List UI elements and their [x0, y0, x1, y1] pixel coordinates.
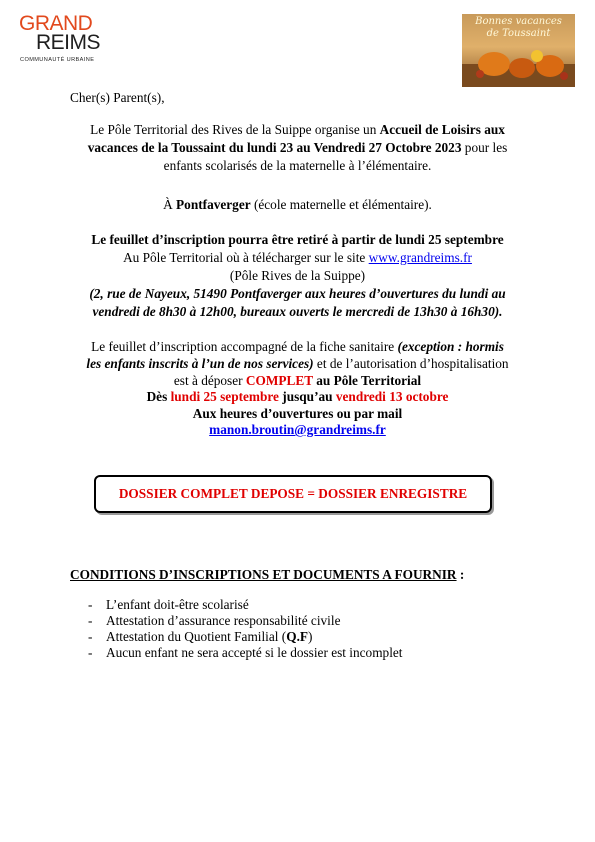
conditions-list — [88, 597, 402, 661]
toussaint-banner-image — [462, 14, 575, 87]
conditions-heading — [70, 567, 464, 583]
deposit-text: Le feuillet d’inscription accompagné de la fiche sanitaire — [91, 339, 398, 354]
qf-abbrev: Q.F — [286, 629, 309, 644]
list-item-text: L’enfant doit-être scolarisé — [106, 597, 249, 612]
banner-line-1: Bonnes vacances — [475, 16, 562, 27]
list-item — [88, 629, 402, 645]
deposit-exception: (exception : hormis — [397, 339, 504, 354]
email-link[interactable]: manon.broutin@grandreims.fr — [209, 422, 386, 437]
location-town: Pontfaverger — [176, 197, 251, 212]
intro-line-2 — [40, 140, 555, 156]
website-link[interactable]: www.grandreims.fr — [368, 250, 472, 265]
list-bullet: - — [88, 597, 93, 612]
intro-line-1 — [40, 122, 555, 138]
location-line — [40, 197, 555, 213]
notice-text: DOSSIER COMPLET DEPOSE = DOSSIER ENREGISTRE — [118, 486, 468, 501]
deposit-start-date: lundi 25 septembre — [170, 389, 279, 404]
intro-text: Le Pôle Territorial des Rives de la Suippe organise un — [90, 122, 380, 137]
retrieve-line-1: Le feuillet d’inscription pourra être retiré à partir de lundi 25 septembre — [91, 232, 504, 247]
retrieve-text: Au Pôle Territorial où à télécharger sur le site — [123, 250, 369, 265]
deposit-line-6 — [40, 422, 555, 438]
notice-box — [94, 475, 492, 513]
list-bullet: - — [88, 613, 93, 628]
deposit-line-5: Aux heures d’ouvertures ou par mail — [192, 406, 403, 421]
deposit-text-2: et de l’autorisation d’hospitalisation — [313, 356, 509, 371]
deposit-line-3 — [40, 373, 555, 389]
list-item — [88, 597, 402, 613]
location-prefix: À — [163, 197, 177, 212]
qf-close: ) — [308, 629, 313, 644]
list-bullet: - — [88, 645, 93, 660]
location-school: (école maternelle et élémentaire). — [250, 197, 432, 212]
deposit-complet: COMPLET — [245, 373, 313, 388]
intro-text-2: pour les — [461, 140, 508, 155]
deposit-text-3: est à déposer — [173, 373, 246, 388]
logo-word-reims: REIMS — [36, 31, 101, 54]
banner-caption — [462, 16, 575, 40]
list-item-text: Aucun enfant ne sera accepté si le dossier est incomplet — [106, 645, 403, 660]
list-item-text: Attestation d’assurance responsabilité civile — [106, 613, 341, 628]
address-days: du lundi au — [438, 286, 506, 301]
deposit-end-date: vendredi 13 octobre — [335, 389, 449, 404]
retrieve-line-4 — [40, 286, 555, 302]
list-item — [88, 613, 402, 629]
list-bullet: - — [88, 629, 93, 644]
logo-tagline: COMMUNAUTÉ URBAINE — [20, 57, 95, 63]
address-hours: Pontfaverger aux heures d’ouvertures — [230, 286, 439, 301]
intro-dates: vacances de la Toussaint du lundi 23 au Vendredi 27 Octobre 2023 — [87, 140, 462, 155]
retrieve-line-5: vendredi de 8h30 à 12h00, bureaux ouverts le mercredi de 13h30 à 16h30). — [92, 304, 503, 319]
deposit-line-2 — [40, 356, 555, 372]
deposit-place: au Pôle Territorial — [312, 373, 422, 388]
address-text: (2, rue de Nayeux, 51490 — [89, 286, 231, 301]
deposit-from: Dès — [146, 389, 171, 404]
intro-line-3: enfants scolarisés de la maternelle à l’élémentaire. — [163, 158, 432, 173]
list-item-text: Attestation du Quotient Familial ( — [106, 629, 287, 644]
intro-bold: Accueil de Loisirs aux — [379, 122, 505, 137]
deposit-line-4 — [40, 389, 555, 405]
conditions-colon: : — [456, 567, 465, 582]
logo-word-grand: GRAND — [19, 12, 93, 35]
list-item — [88, 645, 402, 661]
grand-reims-logo — [19, 12, 119, 72]
salutation: Cher(s) Parent(s), — [70, 90, 165, 105]
deposit-until: jusqu’au — [278, 389, 336, 404]
retrieve-line-3: (Pôle Rives de la Suippe) — [229, 268, 366, 283]
conditions-title: CONDITIONS D’INSCRIPTIONS ET DOCUMENTS A FOURNIR — [70, 567, 457, 582]
deposit-line-1 — [40, 339, 555, 355]
deposit-exception-2: les enfants inscrits à l’un de nos services) — [86, 356, 314, 371]
banner-line-2: de Toussaint — [486, 28, 551, 39]
retrieve-line-2 — [40, 250, 555, 266]
